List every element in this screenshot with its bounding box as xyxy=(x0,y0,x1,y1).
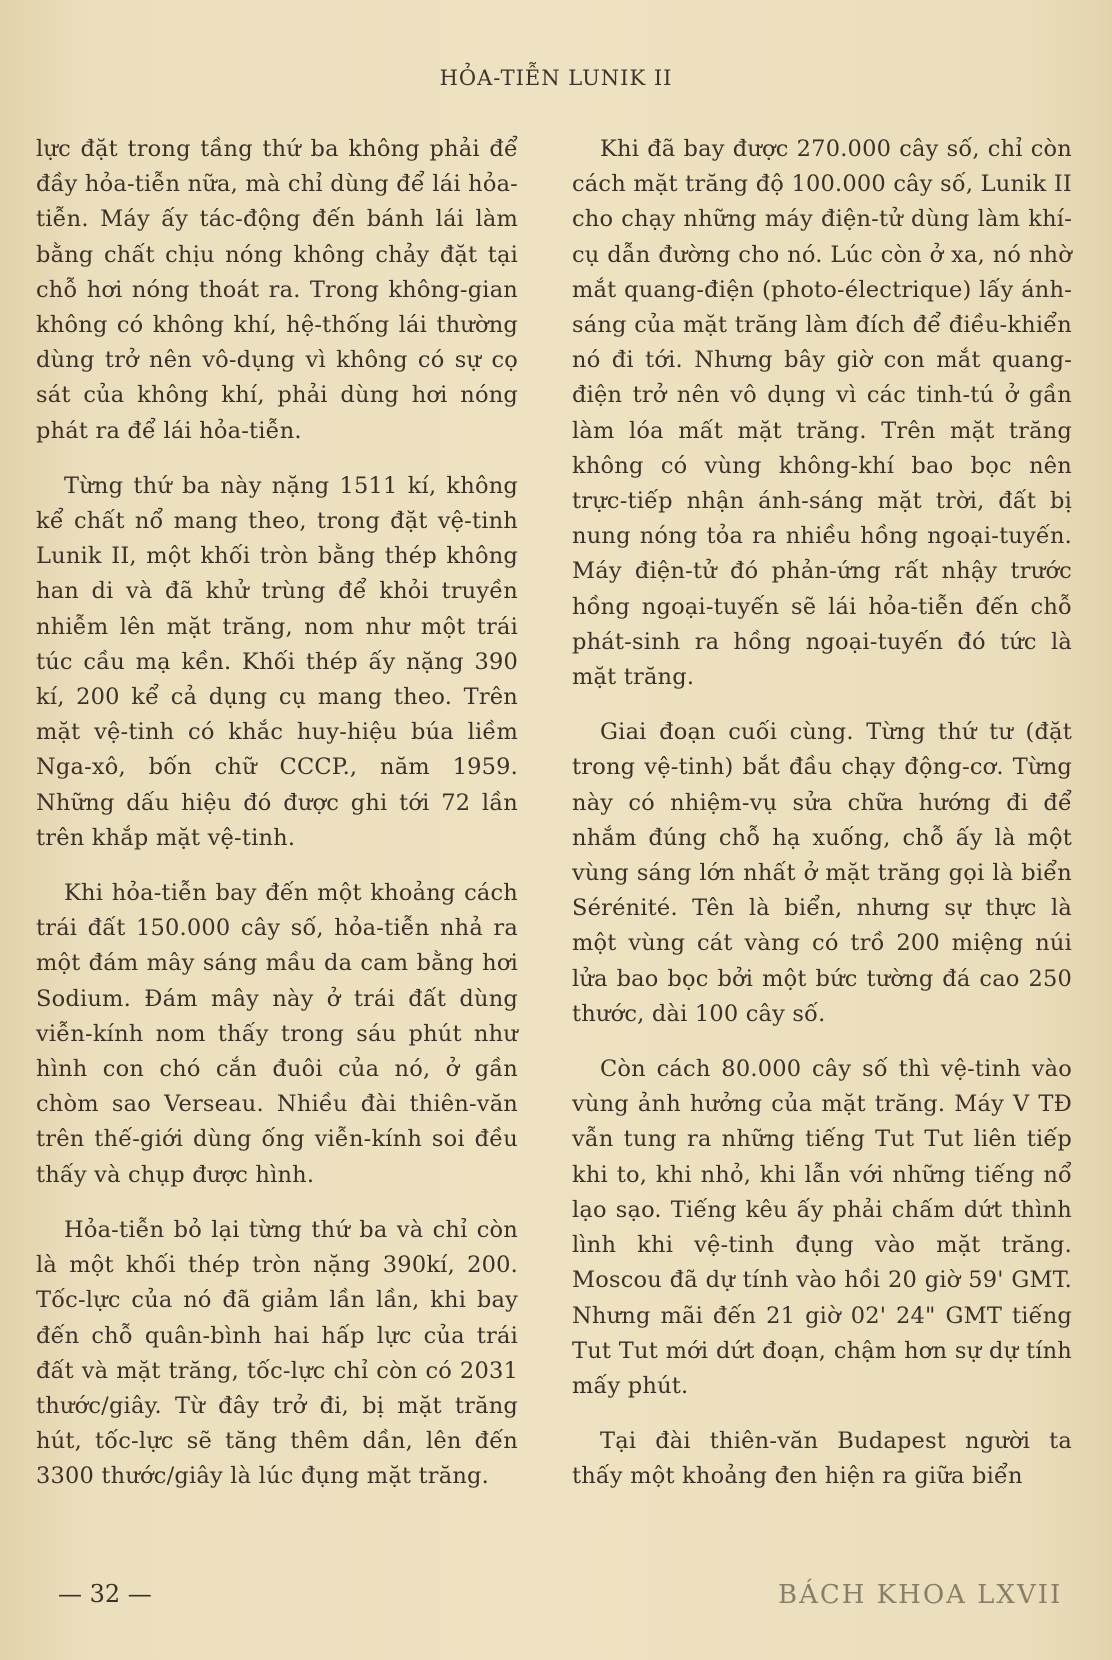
left-column xyxy=(36,132,518,1515)
right-column xyxy=(572,132,1072,1515)
running-header: HỎA-TIỄN LUNIK II xyxy=(439,66,673,90)
right-paragraph-4: Tại đài thiên-văn Budapest người ta thấy một khoảng đen hiện ra giữa biển xyxy=(572,1428,1072,1490)
left-paragraph-3: Khi hỏa-tiễn bay đến một khoảng cách trái đất 150.000 cây số, hỏa-tiễn nhả ra một đám mây sáng mầu da cam bằng hơi Sodium. Đám mây này ở trái đất dùng viễn-kính nom thấy trong sáu phút như hình con chó cắn đuôi của nó, ở gần chòm sao Verseau. Nhiều đài thiên-văn trên thế-giới dùng ống viễn-kính soi đều thấy và chụp được hình. xyxy=(36,880,518,1188)
publication-name: BÁCH KHOA LXVII xyxy=(778,1580,1063,1610)
right-paragraph-1: Khi đã bay được 270.000 cây số, chỉ còn cách mặt trăng độ 100.000 cây số, Lunik II cho chạy những máy điện-tử dùng làm khí-cụ dẫn đường cho nó. Lúc còn ở xa, nó nhờ mắt quang-điện (photo-électrique) lấy ánh-sáng của mặt trăng làm đích để điều-khiển nó đi tới. Nhưng bây giờ con mắt quang-điện trở nên vô dụng vì các tinh-tú ở gần làm lóa mất mặt trăng. Trên mặt trăng không có vùng không-khí bao bọc nên trực-tiếp nhận ánh-sáng mặt trời, đất bị nung nóng tỏa ra nhiều hồng ngoại-tuyến. Máy điện-tử đó phản-ứng rất nhậy trước hồng ngoại-tuyến sẽ lái hỏa-tiễn đến chỗ phát-sinh ra hồng ngoại-tuyến đó tức là mặt trăng. xyxy=(572,136,1072,691)
page-number: — 32 — xyxy=(58,1580,152,1608)
left-paragraph-2: Từng thứ ba này nặng 1511 kí, không kể chất nổ mang theo, trong đặt vệ-tinh Lunik II, một khối tròn bằng thép không han di và đã khử trùng để khỏi truyền nhiễm lên mặt trăng, nom như một trái túc cầu mạ kền. Khối thép ấy nặng 390 kí, 200 kể cả dụng cụ mang theo. Trên mặt vệ-tinh có khắc huy-hiệu búa liềm Nga-xô, bốn chữ CCCP., năm 1959. Những dấu hiệu đó được ghi tới 72 lần trên khắp mặt vệ-tinh. xyxy=(36,472,518,851)
left-paragraph-1: lực đặt trong tầng thứ ba không phải để đầy hỏa-tiễn nữa, mà chỉ dùng để lái hỏa-tiễn. Máy ấy tác-động đến bánh lái làm bằng chất chịu nóng không chảy đặt tại chỗ hơi nóng thoát ra. Trong không-gian không có không khí, hệ-thống lái thường dùng trở nên vô-dụng vì không có sự cọ sát của không khí, phải dùng hơi nóng phát ra để lái hỏa-tiễn. xyxy=(36,136,518,444)
left-paragraph-4: Hỏa-tiễn bỏ lại từng thứ ba và chỉ còn là một khối thép tròn nặng 390kí, 200. Tốc-lực của nó đã giảm lần lần, khi bay đến chỗ quân-bình hai hấp lực của trái đất và mặt trăng, tốc-lực chỉ còn có 2031 thước/giây. Từ đây trở đi, bị mặt trăng hút, tốc-lực sẽ tăng thêm dần, lên đến 3300 thước/giây là lúc đụng mặt trăng. xyxy=(36,1216,518,1490)
right-paragraph-2: Giai đoạn cuối cùng. Từng thứ tư (đặt trong vệ-tinh) bắt đầu chạy động-cơ. Từng này có nhiệm-vụ sửa chữa hướng đi để nhắm đúng chỗ hạ xuống, chỗ ấy là một vùng sáng lớn nhất ở mặt trăng gọi là biển Sérénité. Tên là biển, nhưng sự thực là một vùng cát vàng có trồ 200 miệng núi lửa bao bọc bởi một bức tường đá cao 250 thước, dài 100 cây số. xyxy=(572,719,1072,1027)
right-paragraph-3: Còn cách 80.000 cây số thì vệ-tinh vào vùng ảnh hưởng của mặt trăng. Máy V TĐ vẫn tung ra những tiếng Tut Tut liên tiếp khi to, khi nhỏ, khi lẫn với những tiếng nổ lạo sạo. Tiếng kêu ấy phải chấm dứt thình lình khi vệ-tinh đụng vào mặt trăng. Moscou đã dự tính vào hồi 20 giờ 59' GMT. Nhưng mãi đến 21 giờ 02' 24" GMT tiếng Tut Tut mới dứt đoạn, chậm hơn sự dự tính mấy phút. xyxy=(572,1056,1072,1399)
